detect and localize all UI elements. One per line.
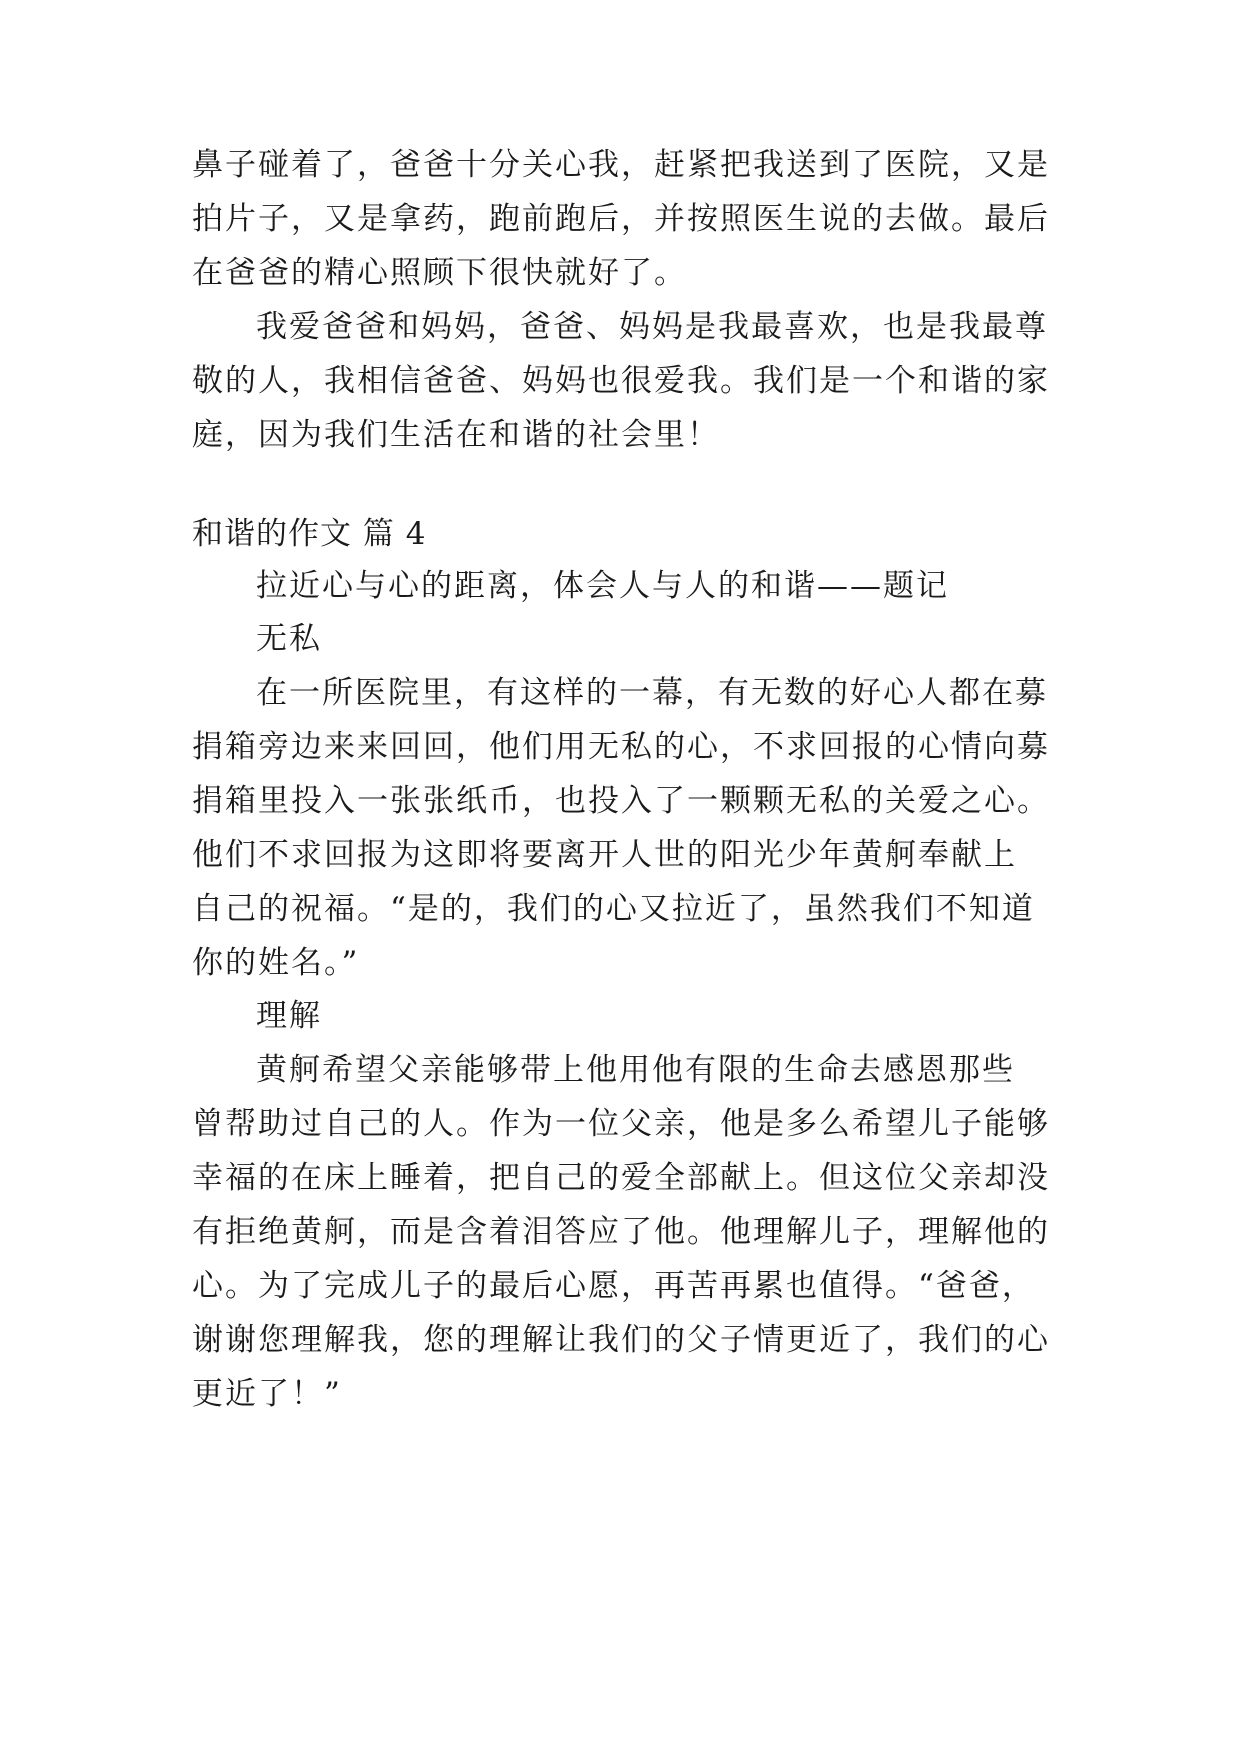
paragraph-line: 更近了！” xyxy=(192,1376,342,1412)
subheading-lijie: 理解 xyxy=(256,998,322,1034)
epigraph-line: 拉近心与心的距离，体会人与人的和谐——题记 xyxy=(256,568,949,604)
paragraph-line: 自己的祝福。“是的，我们的心又拉近了，虽然我们不知道 xyxy=(192,891,1035,927)
paragraph-line: 捐箱里投入一张张纸币，也投入了一颗颗无私的关爱之心。 xyxy=(192,783,1050,819)
paragraph-line: 鼻子碰着了，爸爸十分关心我，赶紧把我送到了医院，又是 xyxy=(192,147,1050,183)
paragraph-line: 捐箱旁边来来回回，他们用无私的心，不求回报的心情向募 xyxy=(192,729,1050,765)
paragraph-line: 心。为了完成儿子的最后心愿，再苦再累也值得。“爸爸， xyxy=(192,1268,1035,1304)
subheading-wusi: 无私 xyxy=(256,621,322,657)
paragraph-line: 拍片子，又是拿药，跑前跑后，并按照医生说的去做。最后 xyxy=(192,201,1050,237)
paragraph-line: 谢谢您理解我，您的理解让我们的父子情更近了，我们的心 xyxy=(192,1322,1050,1358)
paragraph-line: 你的姓名。” xyxy=(192,945,360,981)
paragraph-line: 我爱爸爸和妈妈，爸爸、妈妈是我最喜欢，也是我最尊 xyxy=(256,309,1048,345)
paragraph-line: 他们不求回报为这即将要离开人世的阳光少年黄舸奉献上 xyxy=(192,837,1017,873)
paragraph-line: 黄舸希望父亲能够带上他用他有限的生命去感恩那些 xyxy=(256,1052,1015,1088)
paragraph-line: 曾帮助过自己的人。作为一位父亲，他是多么希望儿子能够 xyxy=(192,1106,1050,1142)
section-heading: 和谐的作文 篇 4 xyxy=(192,516,427,552)
paragraph-line: 幸福的在床上睡着，把自己的爱全部献上。但这位父亲却没 xyxy=(192,1160,1050,1196)
paragraph-line: 敬的人，我相信爸爸、妈妈也很爱我。我们是一个和谐的家 xyxy=(192,363,1050,399)
paragraph-line: 在爸爸的精心照顾下很快就好了。 xyxy=(192,255,687,291)
paragraph-line: 在一所医院里，有这样的一幕，有无数的好心人都在募 xyxy=(256,675,1048,711)
paragraph-line: 有拒绝黄舸，而是含着泪答应了他。他理解儿子，理解他的 xyxy=(192,1214,1050,1250)
paragraph-line: 庭，因为我们生活在和谐的社会里！ xyxy=(192,417,720,453)
